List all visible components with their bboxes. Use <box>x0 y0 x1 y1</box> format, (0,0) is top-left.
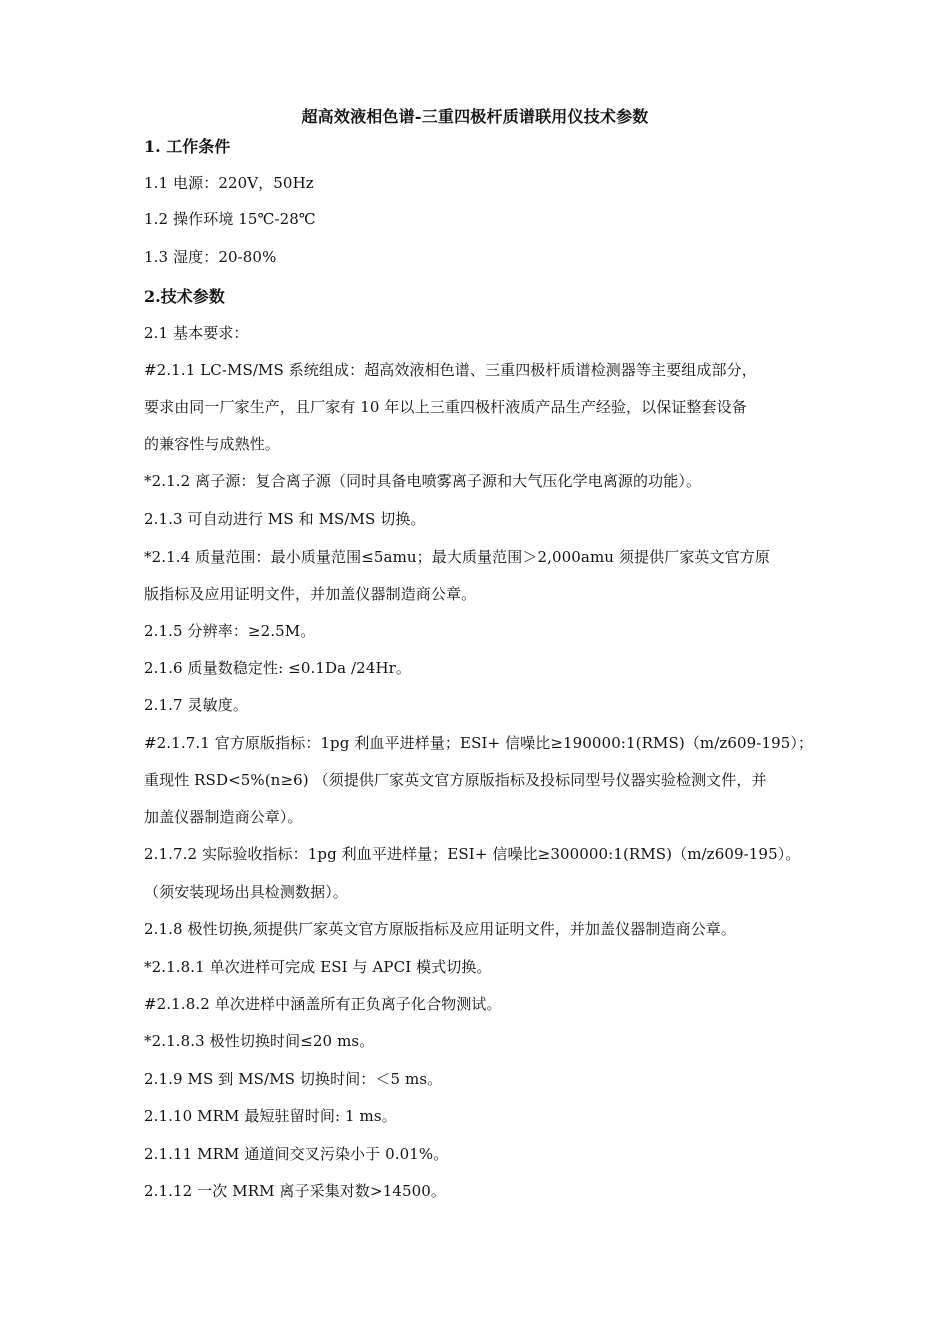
paragraph-line: *2.1.8.1 单次进样可完成 ESI 与 APCI 模式切换。 <box>144 958 492 976</box>
paragraph-line: #2.1.1 LC-MS/MS 系统组成：超高效液相色谱、三重四极杆质谱检测器等主要组成部分， <box>144 361 757 379</box>
humidity-line: 1.3 湿度：20-80% <box>144 248 277 266</box>
section-heading-technical-parameters: 2.技术参数 <box>144 287 225 306</box>
operating-environment-line: 1.2 操作环境 15℃-28℃ <box>144 210 316 228</box>
section-heading-working-conditions: 1. 工作条件 <box>144 137 231 156</box>
paragraph-line: #2.1.7.1 官方原版指标：1pg 利血平进样量；ESI+ 信噪比≥190000:1(RMS)（m/z609-195）； <box>144 734 814 752</box>
basic-requirements-line: 2.1 基本要求： <box>144 324 249 342</box>
paragraph-line: 2.1.6 质量数稳定性: ≤0.1Da /24Hr。 <box>144 659 412 677</box>
paragraph-line: 2.1.8 极性切换,须提供厂家英文官方原版指标及应用证明文件，并加盖仪器制造商公章。 <box>144 920 737 938</box>
paragraph-line: 要求由同一厂家生产，且厂家有 10 年以上三重四极杆液质产品生产经验，以保证整套设备 <box>144 398 747 416</box>
paragraph-line: *2.1.4 质量范围：最小质量范围≤5amu；最大质量范围＞2,000amu 须提供厂家英文官方原 <box>144 548 770 566</box>
paragraph-line: 版指标及应用证明文件，并加盖仪器制造商公章。 <box>144 585 477 603</box>
power-supply-line: 1.1 电源：220V，50Hz <box>144 174 314 192</box>
paragraph-line: 2.1.9 MS 到 MS/MS 切换时间：＜5 ms。 <box>144 1070 443 1088</box>
paragraph-line: 2.1.3 可自动进行 MS 和 MS/MS 切换。 <box>144 510 426 528</box>
paragraph-line: 2.1.10 MRM 最短驻留时间: 1 ms。 <box>144 1107 397 1125</box>
paragraph-line: 的兼容性与成熟性。 <box>144 435 280 453</box>
paragraph-line: 重现性 RSD<5%(n≥6) （须提供厂家英文官方原版指标及投标同型号仪器实验检测文件，并 <box>144 771 767 789</box>
paragraph-line: 2.1.7 灵敏度。 <box>144 696 248 714</box>
paragraph-line: *2.1.2 离子源：复合离子源（同时具备电喷雾离子源和大气压化学电离源的功能）。 <box>144 472 702 490</box>
paragraph-line: *2.1.8.3 极性切换时间≤20 ms。 <box>144 1032 375 1050</box>
document-title: 超高效液相色谱-三重四极杆质谱联用仪技术参数 <box>301 107 649 126</box>
paragraph-line: 2.1.12 一次 MRM 离子采集对数>14500。 <box>144 1182 447 1200</box>
paragraph-line: 2.1.7.2 实际验收指标：1pg 利血平进样量；ESI+ 信噪比≥300000:1(RMS)（m/z609-195）。 <box>144 845 801 863</box>
paragraph-line: 加盖仪器制造商公章）。 <box>144 808 303 826</box>
paragraph-line: （须安装现场出具检测数据）。 <box>144 883 348 901</box>
paragraph-line: #2.1.8.2 单次进样中涵盖所有正负离子化合物测试。 <box>144 995 502 1013</box>
paragraph-line: 2.1.5 分辨率：≥2.5M。 <box>144 622 316 640</box>
paragraph-line: 2.1.11 MRM 通道间交叉污染小于 0.01%。 <box>144 1145 449 1163</box>
